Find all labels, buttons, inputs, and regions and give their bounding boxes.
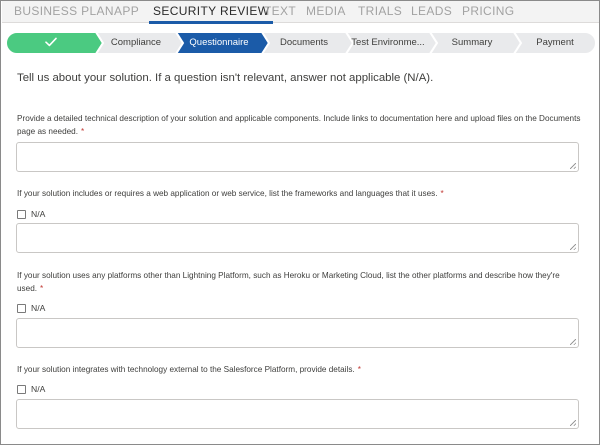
- path-step-shape[interactable]: [262, 32, 353, 54]
- path-step-shape[interactable]: [430, 32, 521, 54]
- checkbox-icon[interactable]: [17, 210, 26, 219]
- question-1-text: Provide a detailed technical description of your solution and applicable components. Include links to documentation here and upload files on the Documents page as needed.: [17, 114, 581, 136]
- step-documents[interactable]: Documents: [279, 37, 329, 48]
- question-2-answer[interactable]: [16, 223, 579, 253]
- question-4-na-checkbox[interactable]: [17, 383, 45, 395]
- tab-business-plan[interactable]: BUSINESS PLAN: [14, 4, 114, 18]
- step-questionnaire[interactable]: Questionnaire: [189, 37, 249, 48]
- tab-leads[interactable]: LEADS: [411, 4, 453, 18]
- required-marker: *: [357, 365, 361, 374]
- tab-pricing[interactable]: PRICING: [462, 4, 515, 18]
- step-summary[interactable]: Summary: [451, 37, 493, 48]
- question-3-answer[interactable]: [16, 318, 579, 348]
- path-step-shape[interactable]: [6, 32, 103, 54]
- step-test-environment[interactable]: Test Environme...: [351, 37, 425, 48]
- question-3-na-checkbox[interactable]: [17, 302, 45, 314]
- na-label: N/A: [31, 303, 46, 313]
- tab-app[interactable]: APP: [114, 4, 140, 18]
- top-tab-bar: [2, 1, 599, 23]
- question-2-label: [17, 188, 585, 201]
- tab-media[interactable]: MEDIA: [306, 4, 346, 18]
- question-4-answer[interactable]: [16, 399, 579, 429]
- step-compliance[interactable]: Compliance: [110, 37, 162, 48]
- resize-handle-icon[interactable]: [570, 420, 576, 426]
- tab-trials[interactable]: TRIALS: [358, 4, 403, 18]
- na-label: N/A: [31, 209, 46, 219]
- na-label: N/A: [31, 384, 46, 394]
- required-marker: *: [440, 189, 444, 198]
- question-3-label: [17, 270, 585, 295]
- resize-handle-icon[interactable]: [570, 244, 576, 250]
- question-2-text: If your solution includes or requires a web application or web service, list the frameworks and languages that it uses.: [17, 189, 438, 198]
- question-1-label: [17, 113, 585, 138]
- question-4-label: [17, 364, 585, 377]
- question-1-answer[interactable]: [16, 142, 579, 172]
- path-step-shape[interactable]: [514, 32, 596, 54]
- required-marker: *: [81, 126, 85, 136]
- checkbox-icon[interactable]: [17, 385, 26, 394]
- path-step-shape[interactable]: [346, 32, 437, 54]
- checkbox-icon[interactable]: [17, 304, 26, 313]
- tab-text[interactable]: TEXT: [264, 4, 297, 18]
- progress-path: [6, 32, 596, 54]
- path-step-shape[interactable]: [96, 32, 183, 54]
- tab-security-review[interactable]: SECURITY REVIEW: [153, 1, 269, 23]
- question-2-na-checkbox[interactable]: [17, 208, 45, 220]
- progress-path-chevrons: [6, 32, 596, 54]
- step-payment[interactable]: Payment: [536, 37, 574, 48]
- question-3-text: If your solution uses any platforms other than Lightning Platform, such as Heroku or Marketing Cloud, list the other platforms and describe how they're used.: [17, 271, 560, 293]
- question-4-text: If your solution integrates with technology external to the Salesforce Platform, provide details.: [17, 365, 355, 374]
- path-step-shape[interactable]: [176, 32, 269, 54]
- required-marker: *: [40, 283, 44, 293]
- form-intro-text: Tell us about your solution. If a question isn't relevant, answer not applicable (N/A).: [17, 72, 434, 84]
- resize-handle-icon[interactable]: [570, 163, 576, 169]
- resize-handle-icon[interactable]: [570, 339, 576, 345]
